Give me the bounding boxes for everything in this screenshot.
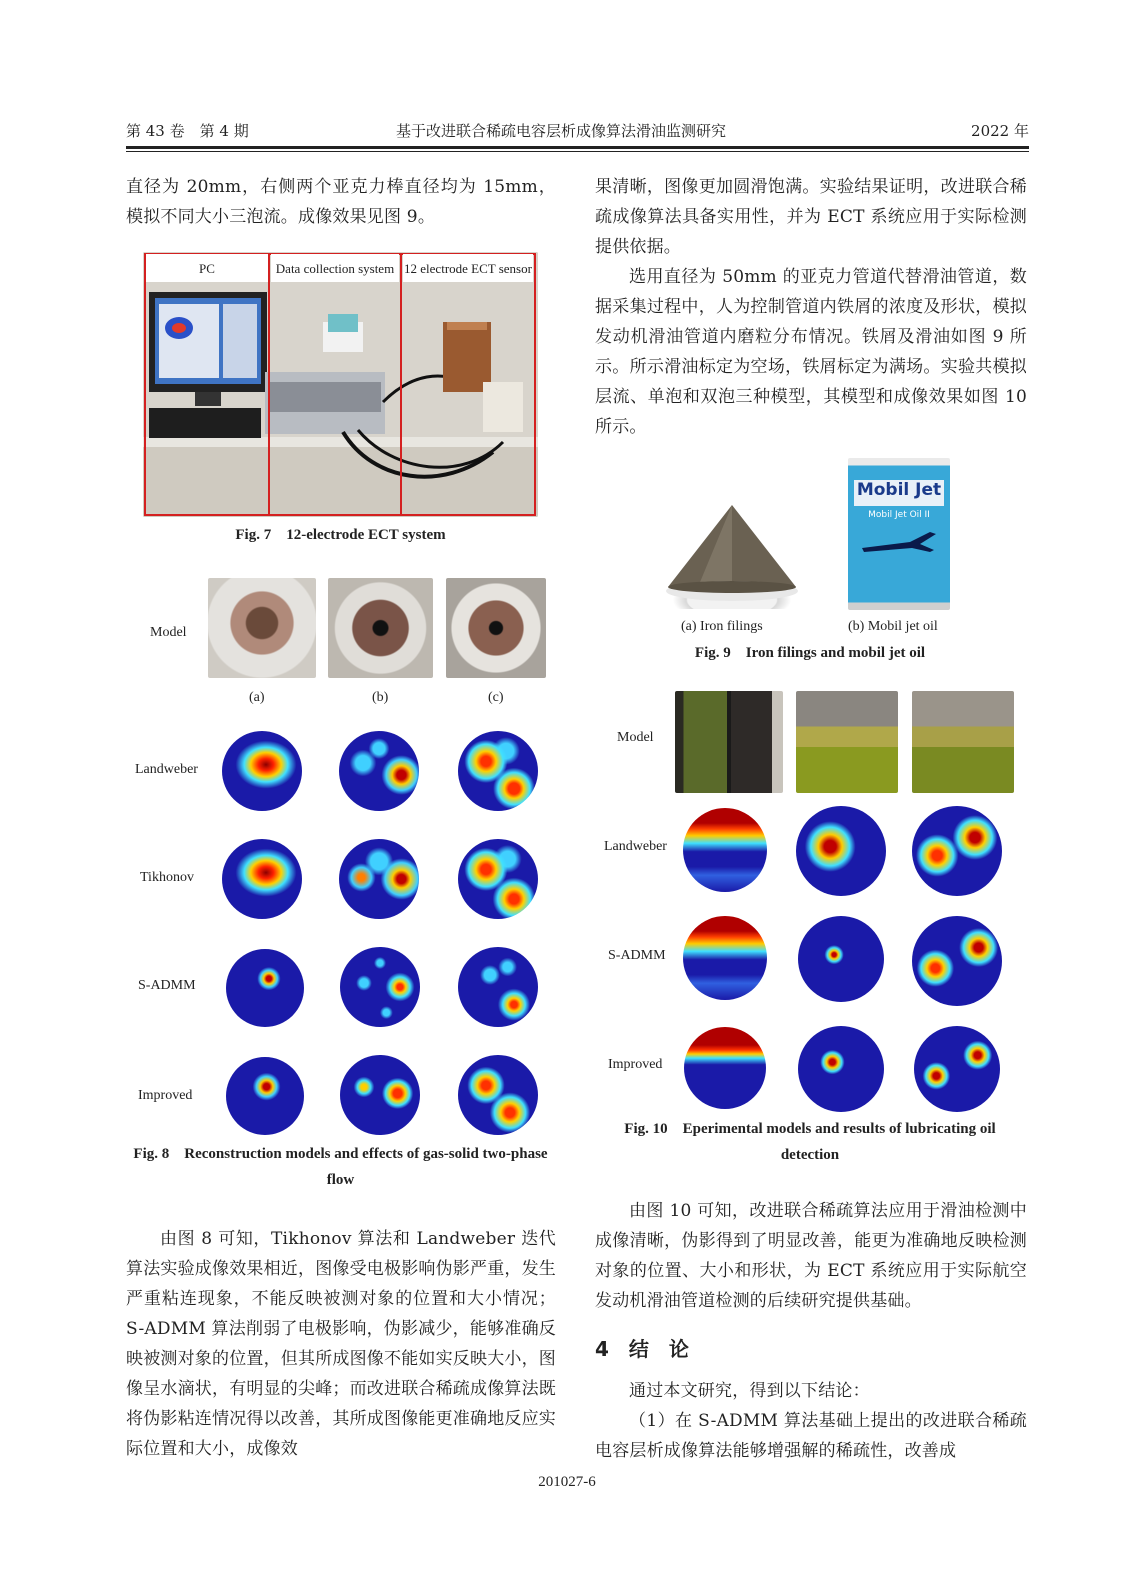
ect-system-illustration — [143, 252, 538, 517]
fig8-row-label-improved: Improved — [138, 1088, 193, 1103]
fig10-caption: Fig. 10 Eperimental models and results of lubricating oil detection — [624, 1121, 996, 1163]
fig9-mobil-jet-can — [848, 458, 950, 610]
fig7-label-daq: Data collection system — [271, 254, 399, 282]
fig10-sadmm-double — [912, 916, 1002, 1006]
fig7-label-pc: PC — [146, 254, 268, 282]
fig10-landweber-double — [912, 806, 1002, 896]
right-text-conclusion — [595, 1376, 1027, 1466]
jet-icon — [860, 528, 938, 558]
header-volume: 第 43 卷 第 4 期 — [126, 122, 249, 140]
fig8-model-b-photo — [328, 578, 433, 678]
fig10-landweber-single — [796, 806, 886, 896]
right-paragraph-2: 选用直径为 50mm 的亚克力管道代替滑油管道，数据采集过程中，人为控制管道内铁屑的浓度及形状，模拟发动机滑油管道内磨粒分布情况。铁屑及滑油如图 9 所示。所示滑油标定为空场，铁屑标定为满场。实验共模拟层流、单泡和双泡三种模型，其模型和成像效果如图 10 所示。 — [595, 267, 1027, 437]
fig10-improved-double — [914, 1026, 1000, 1112]
fig10-sadmm-single — [798, 916, 884, 1002]
fig10-sadmm-layer — [683, 916, 767, 1000]
left-paragraph-2: 由图 8 可知，Tikhonov 算法和 Landweber 迭代算法实验成像效果相近，图像受电极影响伪影严重，发生严重粘连现象，不能反映被测对象的位置和大小情况；S-ADMM 算法削弱了电极影响，伪影减少，能够准确反映被测对象的位置，但其所成图像不能如实反映大小，图像呈水滴状，有明显的尖峰；而改进联合稀疏成像算法既将伪影粘连情况得以改善，其所成图像能更准确地反应实际位置和大小，成像效 — [126, 1229, 556, 1459]
fig10-model-layer-photo — [675, 691, 783, 793]
right-paragraph-5: （1）在 S-ADMM 算法基础上提出的改进联合稀疏电容层析成像算法能够增强解的稀疏性，改善成 — [595, 1411, 1027, 1461]
fig8-improved-c — [458, 1055, 538, 1135]
fig8-landweber-c — [458, 731, 538, 811]
iron-filings-pile — [658, 495, 806, 609]
fig8-improved-a — [226, 1057, 304, 1135]
can-product: Mobil Jet Oil II — [868, 510, 930, 520]
fig9-caption: Fig. 9 Iron filings and mobil jet oil — [694, 645, 926, 661]
fig8-col-label-b: (b) — [372, 690, 389, 705]
fig9-sub-a: (a) Iron filings — [681, 619, 763, 634]
left-text-bottom — [126, 1224, 556, 1464]
fig10-row-label-model: Model — [617, 730, 654, 745]
left-paragraph-1: 直径为 20mm，右侧两个亚克力棒直径均为 15mm，模拟不同大小三泡流。成像效果见图 9。 — [126, 177, 556, 227]
right-text-top — [595, 172, 1027, 442]
can-brand: Mobil Jet — [854, 480, 944, 506]
fig8-tikhonov-a — [222, 839, 302, 919]
section-heading-conclusion: 4 结 论 — [595, 1337, 689, 1361]
left-text-top — [126, 172, 556, 232]
fig8-landweber-a — [222, 731, 302, 811]
fig8-sadmm-b — [340, 947, 420, 1027]
fig8-caption: Fig. 8 Reconstruction models and effects of gas-solid two-phase flow — [133, 1146, 548, 1188]
fig10-row-label-improved: Improved — [608, 1057, 663, 1072]
header-rule-thick — [126, 146, 1029, 149]
fig10-improved-single — [798, 1026, 884, 1112]
running-header — [126, 120, 1029, 140]
fig8-row-label-tikhonov: Tikhonov — [140, 870, 194, 885]
fig10-model-double-photo — [912, 691, 1014, 793]
fig7-caption: Fig. 7 12-electrode ECT system — [235, 527, 446, 543]
right-text-bottom — [595, 1196, 1027, 1316]
fig7-label-sensor: 12 electrode ECT sensor — [403, 254, 533, 282]
fig8-model-c-photo — [446, 578, 546, 678]
fig8-col-label-a: (a) — [249, 690, 265, 705]
fig9-iron-filings-photo — [658, 495, 806, 609]
fig8-tikhonov-c — [458, 839, 538, 919]
fig10-improved-layer — [684, 1027, 766, 1109]
header-title: 基于改进联合稀疏电容层析成像算法滑油监测研究 — [396, 122, 727, 140]
header-year: 2022 年 — [971, 122, 1029, 140]
right-paragraph-4: 通过本文研究，得到以下结论： — [629, 1381, 870, 1401]
fig8-tikhonov-b — [339, 839, 419, 919]
fig10-landweber-layer — [683, 808, 767, 892]
fig8-col-label-c: (c) — [488, 690, 504, 705]
right-paragraph-1: 果清晰，图像更加圆滑饱满。实验结果证明，改进联合稀疏成像算法具备实用性，并为 ECT 系统应用于实际检测提供依据。 — [595, 177, 1027, 257]
fig8-landweber-b — [339, 731, 419, 811]
fig8-row-label-sadmm: S-ADMM — [138, 978, 196, 993]
fig10-row-label-landweber: Landweber — [604, 839, 667, 854]
fig8-sadmm-c — [458, 947, 538, 1027]
page-number: 201027-6 — [538, 1474, 596, 1490]
fig8-sadmm-a — [226, 949, 304, 1027]
fig8-model-a-photo — [208, 578, 316, 678]
header-rule-thin — [126, 151, 1029, 152]
fig8-row-label-landweber: Landweber — [135, 762, 198, 777]
fig10-row-label-sadmm: S-ADMM — [608, 948, 666, 963]
fig8-row-label-model: Model — [150, 625, 187, 640]
fig10-model-single-photo — [796, 691, 898, 793]
fig8-improved-b — [340, 1055, 420, 1135]
right-paragraph-3: 由图 10 可知，改进联合稀疏算法应用于滑油检测中成像清晰，伪影得到了明显改善，能更为准确地反映检测对象的位置、大小和形状，为 ECT 系统应用于实际航空发动机滑油管道检测的后续研究提供基础。 — [595, 1201, 1027, 1311]
fig9-sub-b: (b) Mobil jet oil — [848, 619, 938, 634]
fig7-photo — [143, 252, 538, 517]
